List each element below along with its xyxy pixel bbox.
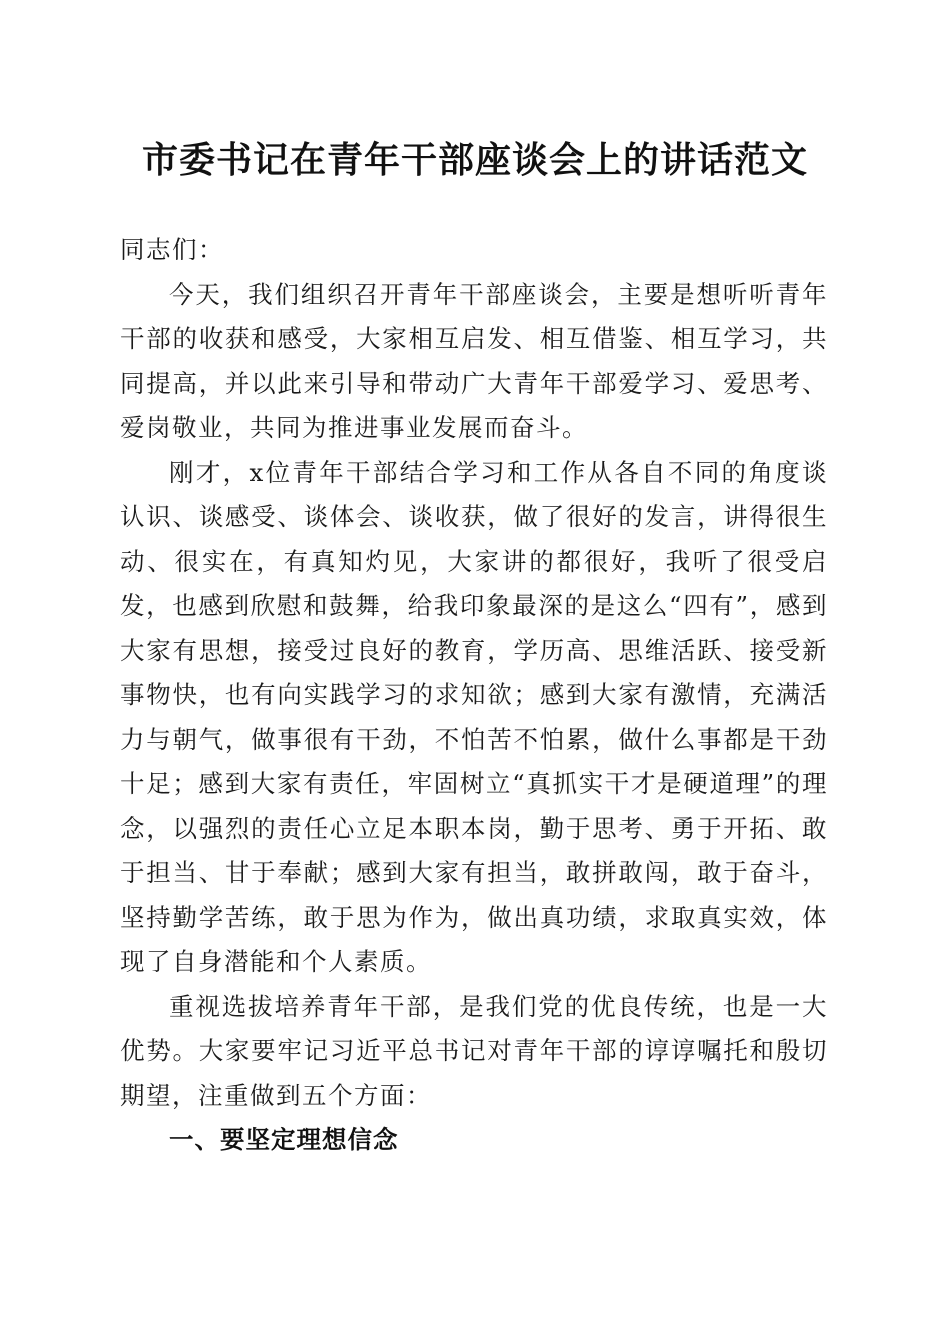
paragraph-feedback: 刚才，x位青年干部结合学习和工作从各自不同的角度谈认识、谈感受、谈体会、谈收获，做了很好的发言，讲得很生动、很实在，有真知灼见，大家讲的都很好，我听了很受启发，也感到欣慰和鼓舞，给我印象最深的是这么“四有”，感到大家有思想，接受过良好的教育，学历高、思维活跃、接受新事物快，也有向实践学习的求知欲；感到大家有激情，充满活力与朝气，做事很有干劲，不怕苦不怕累，做什么事都是干劲十足；感到大家有责任，牢固树立“真抓实干才是硬道理”的理念，以强烈的责任心立足本职本岗，勤于思考、勇于开拓、敢于担当、甘于奉献；感到大家有担当，敢拼敢闯，敢于奋斗，坚持勤学苦练，敢于思为作为，做出真功绩，求取真实效，体现了自身潜能和个人素质。 bbox=[120, 457, 828, 976]
document-body bbox=[120, 228, 828, 1163]
document-title: 市委书记在青年干部座谈会上的讲话范文 bbox=[141, 139, 808, 181]
salutation: 同志们： bbox=[120, 235, 224, 264]
paragraph-opening: 今天，我们组织召开青年干部座谈会，主要是想听听青年干部的收获和感受，大家相互启发、相互借鉴、相互学习，共同提高，并以此来引导和带动广大青年干部爱学习、爱思考、爱岗敬业，共同为推进事业发展而奋斗。 bbox=[120, 279, 828, 442]
section-heading: 一、要坚定理想信念 bbox=[169, 1125, 399, 1154]
paragraph-expectations: 重视选拔培养青年干部，是我们党的优良传统，也是一大优势。大家要牢记习近平总书记对青年干部的谆谆嘱托和殷切期望，注重做到五个方面： bbox=[120, 991, 828, 1110]
